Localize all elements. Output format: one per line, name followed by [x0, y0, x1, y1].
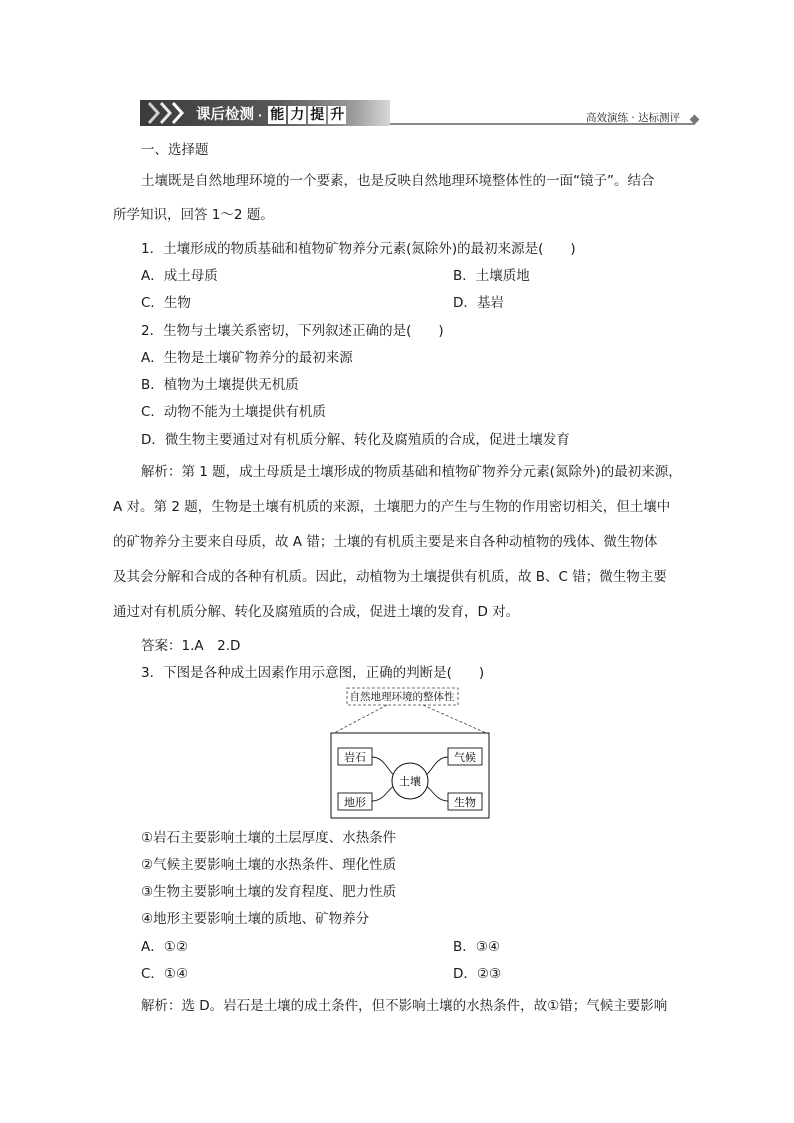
- header-box-char: 力: [290, 107, 305, 123]
- question-2-option: B．植物为土壤提供无机质: [141, 377, 299, 393]
- header-right-text: 高效演练 · 达标测评: [586, 112, 681, 124]
- analysis-line: 及其会分解和合成的各种有机质。因此，动植物为土壤提供有机质，故 B、C 错；微生物主要: [113, 569, 667, 585]
- diagram-connector: [372, 757, 394, 775]
- question-2-option: C．动物不能为土壤提供有机质: [141, 404, 326, 420]
- diagram-callout-label: 自然地理环境的整体性: [349, 691, 455, 703]
- header-box-char: 提: [310, 107, 325, 123]
- diagram-terrain-label: 地形: [344, 796, 366, 809]
- section-title: 一、选择题: [141, 142, 209, 158]
- question-1-option: C．生物: [141, 295, 191, 311]
- header-title-dot: ·: [258, 108, 263, 122]
- diagram-connector: [372, 786, 394, 801]
- question-3-statement: ③生物主要影响土壤的发育程度、肥力性质: [141, 884, 397, 900]
- diagram-biology-label: 生物: [454, 796, 476, 809]
- question-1-stem: 1．土壤形成的物质基础和植物矿物养分元素(氮除外)的最初来源是( ): [141, 241, 576, 257]
- header-box-char: 升: [330, 107, 345, 123]
- question-3-statement: ②气候主要影响土壤的水热条件、理化性质: [141, 857, 397, 873]
- diagram-climate-label: 气候: [454, 751, 476, 764]
- diagram-connector: [426, 786, 448, 801]
- diagram-callout-line: [423, 705, 486, 733]
- diagram-soil-label: 土壤: [399, 775, 421, 788]
- question-3-option: D．②③: [453, 966, 502, 982]
- question-3-option: B．③④: [453, 939, 500, 955]
- header-title: [196, 103, 346, 124]
- diagram-callout-line: [334, 705, 387, 733]
- header-title-main: 课后检测: [196, 107, 254, 123]
- question-3-stem: 3．下图是各种成土因素作用示意图，正确的判断是( ): [141, 665, 485, 681]
- question-1-option: D．基岩: [453, 295, 504, 311]
- question-3-option: C．①④: [141, 966, 189, 982]
- analysis-line: 解析：第 1 题，成土母质是土壤形成的物质基础和植物矿物养分元素(氮除外)的最初来源，: [141, 464, 682, 480]
- answer: 答案：1.A 2.D: [141, 638, 241, 654]
- question-2-stem: 2．生物与土壤关系密切，下列叙述正确的是( ): [141, 323, 444, 339]
- question-1-option: B．土壤质地: [453, 268, 530, 284]
- intro-line: 所学知识，回答 1～2 题。: [113, 207, 274, 223]
- analysis-line: 通过对有机质分解、转化及腐殖质的合成，促进土壤的发育，D 对。: [113, 604, 520, 620]
- intro-line: 土壤既是自然地理环境的一个要素，也是反映自然地理环境整体性的一面“镜子”。结合: [141, 173, 655, 189]
- analysis-line: A 对。第 2 题，生物是土壤有机质的来源，土壤肥力的产生与生物的作用密切相关，但土壤中: [113, 499, 671, 515]
- chevron-right-icon: [170, 101, 186, 125]
- question-3-option: A．①②: [141, 939, 188, 955]
- soil-factors-diagram: [300, 685, 500, 825]
- analysis-line: 解析：选 D。岩石是土壤的成土条件，但不影响土壤的水热条件，故①错；气候主要影响: [141, 998, 668, 1014]
- question-3-statement: ④地形主要影响土壤的质地、矿物养分: [141, 911, 370, 927]
- header-box-char: 能: [270, 107, 285, 123]
- analysis-line: 的矿物养分主要来自母质，故 A 错；土壤的有机质主要是来自各种动植物的残体、微生物体: [113, 534, 658, 550]
- question-2-option: D．微生物主要通过对有机质分解、转化及腐殖质的合成，促进土壤发育: [141, 432, 570, 448]
- diagram-rock-label: 岩石: [344, 751, 366, 764]
- question-2-option: A．生物是土壤矿物养分的最初来源: [141, 350, 353, 366]
- diagram-connector: [426, 757, 448, 775]
- question-3-statement: ①岩石主要影响土壤的土层厚度、水热条件: [141, 830, 397, 846]
- question-1-option: A．成土母质: [141, 268, 218, 284]
